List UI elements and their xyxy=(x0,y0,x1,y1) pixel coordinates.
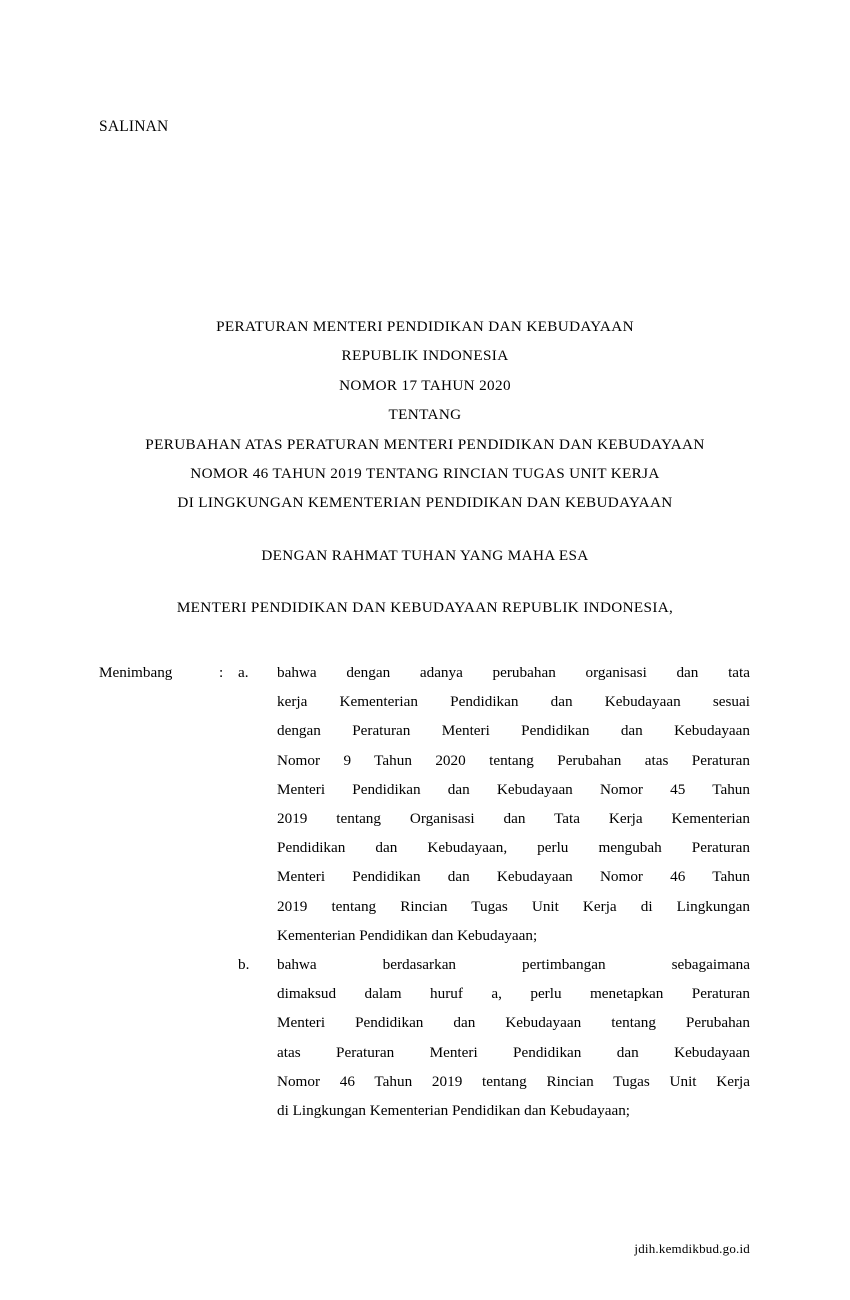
considering-item-line: dimaksud dalam huruf a, perlu menetapkan Peraturan xyxy=(277,985,750,1003)
considering-item-line: bahwa dengan adanya perubahan organisasi dan tata xyxy=(277,664,750,681)
considering-item-line: kerja Kementerian Pendidikan dan Kebudayaan sesuai xyxy=(277,693,750,711)
heading-line: DI LINGKUNGAN KEMENTERIAN PENDIDIKAN DAN KEBUDAYAAN xyxy=(177,494,673,512)
considering-colon: : xyxy=(219,664,224,681)
considering-item-line: Nomor 46 Tahun 2019 tentang Rincian Tugas Unit Kerja xyxy=(277,1072,750,1090)
considering-item-body xyxy=(277,950,750,1125)
heading-line: PERUBAHAN ATAS PERATURAN MENTERI PENDIDIKAN DAN KEBUDAYAAN xyxy=(145,435,705,453)
considering-item-marker: a. xyxy=(238,664,249,681)
considering-item-line: dengan Peraturan Menteri Pendidikan dan Kebudayaan xyxy=(277,722,750,740)
considering-item-marker: b. xyxy=(238,956,250,974)
considering-item-line: 2019 tentang Organisasi dan Tata Kerja Kementerian xyxy=(277,810,750,828)
heading-line: NOMOR 17 TAHUN 2020 xyxy=(339,376,511,394)
considering-section xyxy=(0,658,850,1125)
considering-item-line: bahwa berdasarkan pertimbangan sebagaimana xyxy=(277,956,750,974)
considering-item xyxy=(0,658,850,950)
heading-line: PERATURAN MENTERI PENDIDIKAN DAN KEBUDAYAAN xyxy=(216,318,634,335)
considering-item-line: Pendidikan dan Kebudayaan, perlu mengubah Peraturan xyxy=(277,839,750,857)
document-heading xyxy=(50,312,800,623)
heading-line: DENGAN RAHMAT TUHAN YANG MAHA ESA xyxy=(261,546,589,564)
heading-line: NOMOR 46 TAHUN 2019 TENTANG RINCIAN TUGAS UNIT KERJA xyxy=(190,465,660,483)
considering-item xyxy=(0,950,850,1125)
heading-line: MENTERI PENDIDIKAN DAN KEBUDAYAAN REPUBLIK INDONESIA, xyxy=(176,599,674,617)
heading-line: REPUBLIK INDONESIA xyxy=(341,347,509,365)
heading-line: TENTANG xyxy=(388,406,462,424)
considering-item-line: Menteri Pendidikan dan Kebudayaan Nomor 46 Tahun xyxy=(277,868,750,886)
considering-item-line: di Lingkungan Kementerian Pendidikan dan Kebudayaan; xyxy=(277,1102,631,1120)
considering-item-body xyxy=(277,658,750,950)
considering-item-line: 2019 tentang Rincian Tugas Unit Kerja di Lingkungan xyxy=(277,897,750,915)
considering-item-line: Menteri Pendidikan dan Kebudayaan tentang Perubahan xyxy=(277,1014,750,1032)
considering-item-line: Kementerian Pendidikan dan Kebudayaan; xyxy=(277,926,538,944)
considering-item-line: Menteri Pendidikan dan Kebudayaan Nomor 45 Tahun xyxy=(277,780,750,798)
copy-stamp: SALINAN xyxy=(99,118,169,135)
considering-items xyxy=(0,658,850,1125)
considering-label: Menimbang xyxy=(99,664,173,681)
considering-item-line: Nomor 9 Tahun 2020 tentang Perubahan atas Peraturan xyxy=(277,751,750,769)
footer-source: jdih.kemdikbud.go.id xyxy=(634,1241,750,1256)
considering-item-line: atas Peraturan Menteri Pendidikan dan Kebudayaan xyxy=(277,1043,750,1061)
